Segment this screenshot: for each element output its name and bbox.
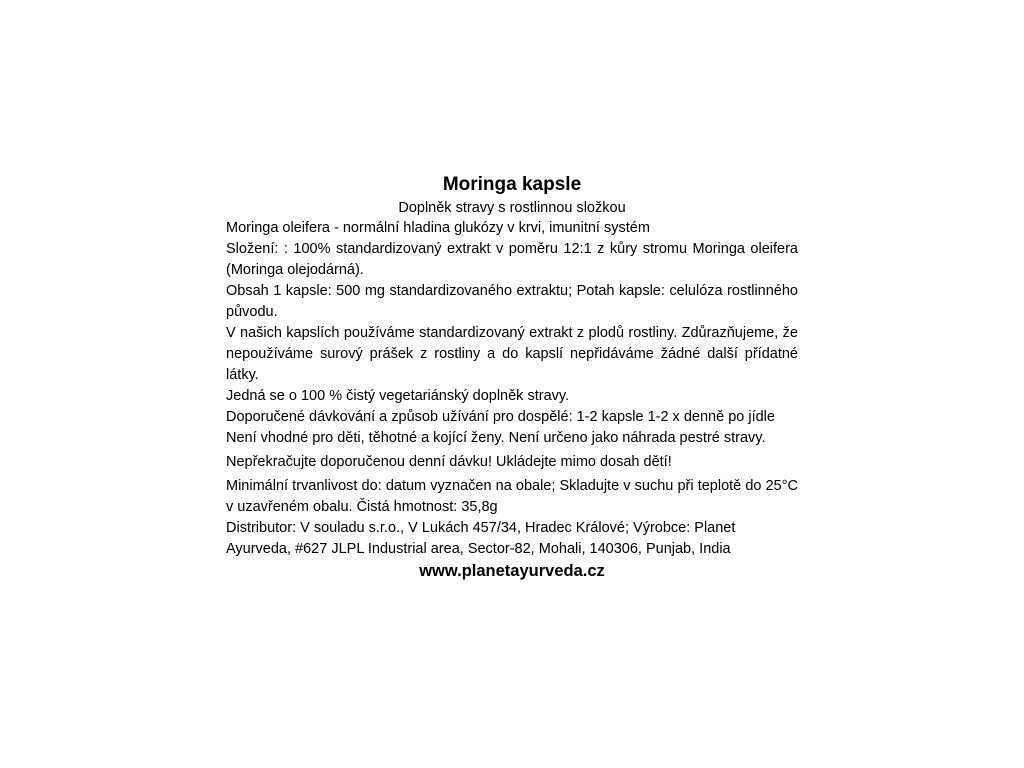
warning-text-2: Nepřekračujte doporučenou denní dávku! Ukládejte mimo dosah dětí! [226,454,672,470]
storage-text: Minimální trvanlivost do: datum vyznačen na obale; Skladujte v suchu při teplotě do 25°C v uzavřeném obalu. Čistá hmotnost: 35,8g [226,478,798,515]
capsule-content-text: Obsah 1 kapsle: 500 mg standardizovaného extraktu; Potah kapsle: celulóza rostlinného původu. [226,283,798,320]
product-subtitle: Doplněk stravy s rostlinnou složkou [398,200,626,216]
website-link[interactable]: www.planetayurveda.cz [419,562,605,580]
dosage-text: Doporučené dávkování a způsob užívání pro dospělé: 1-2 kapsle 1-2 x denně po jídle [226,409,775,425]
health-claim: Moringa oleifera - normální hladina glukózy v krvi, imunitní systém [226,220,650,236]
product-title: Moringa kapsle [442,174,582,195]
vegetarian-text: Jedná se o 100 % čistý vegetariánský doplněk stravy. [226,388,570,404]
composition-text: Složení: : 100% standardizovaný extrakt v poměru 12:1 z kůry stromu Moringa oleifera (Moringa olejodárná). [226,241,798,278]
distributor-text: Distributor: V souladu s.r.o., V Lukách 457/34, Hradec Králové; Výrobce: Planet Ayurveda, #627 JLPL Industrial area, Sector-82, Mohali, 140306, Punjab, India [226,520,736,557]
warning-text: Není vhodné pro děti, těhotné a kojící ženy. Není určeno jako náhrada pestré stravy. [226,430,766,446]
extract-note-text: V našich kapslích používáme standardizovaný extrakt z plodů rostliny. Zdůrazňujeme, že nepoužíváme surový prášek z rostliny a do kapslí nepřidáváme žádné další přídatné látky. [226,325,798,383]
product-label [226,172,798,582]
